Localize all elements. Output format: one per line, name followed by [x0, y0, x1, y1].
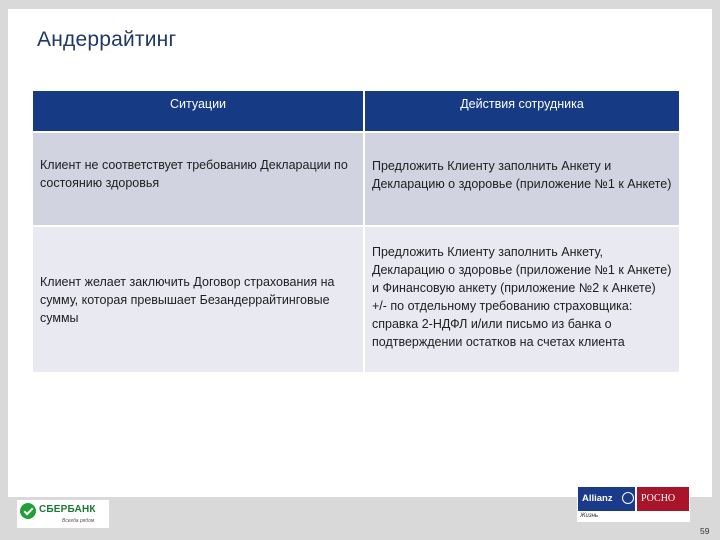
sberbank-name: СБЕРБАНК [39, 504, 96, 515]
action-text-optional: +/- по отдельному требованию страховщика: справка 2-НДФЛ и/или письмо из банка о подтверждении остатков на счетах клиента [372, 299, 633, 349]
page-number: 59 [700, 526, 710, 536]
action-cell [364, 226, 679, 372]
table-row [33, 132, 679, 226]
sberbank-logo [17, 500, 109, 528]
action-text: Предложить Клиенту заполнить Анкету, Декларацию о здоровье (приложение №1 к Анкете) и Финансовую анкету (приложение №2 к Анкете) [372, 245, 672, 295]
sberbank-emblem-icon [20, 503, 36, 519]
rosno-logo [637, 487, 689, 511]
situation-cell: Клиент желает заключить Договор страхования на сумму, которая превышает Безандеррайтинговые суммы [33, 226, 364, 372]
column-header-actions: Действия сотрудника [364, 91, 679, 132]
column-header-situations: Ситуации [33, 91, 364, 132]
situation-cell: Клиент не соответствует требованию Декларации по состоянию здоровья [33, 132, 364, 226]
allianz-logo [578, 487, 635, 511]
allianz-eagle-icon [622, 492, 634, 504]
life-label: Жизнь [580, 513, 599, 519]
table-row [33, 226, 679, 372]
allianz-rosno-logo [577, 486, 690, 522]
sberbank-slogan: Всегда рядом [62, 518, 95, 524]
allianz-wordmark: Allianz [582, 493, 613, 504]
action-cell: Предложить Клиенту заполнить Анкету и Декларацию о здоровье (приложение №1 к Анкете) [364, 132, 679, 226]
page-title: Андеррайтинг [37, 28, 177, 51]
slide-canvas [8, 9, 712, 497]
rosno-wordmark: РОСНО [641, 493, 676, 504]
table-header-row [33, 91, 679, 132]
underwriting-table [33, 91, 679, 372]
